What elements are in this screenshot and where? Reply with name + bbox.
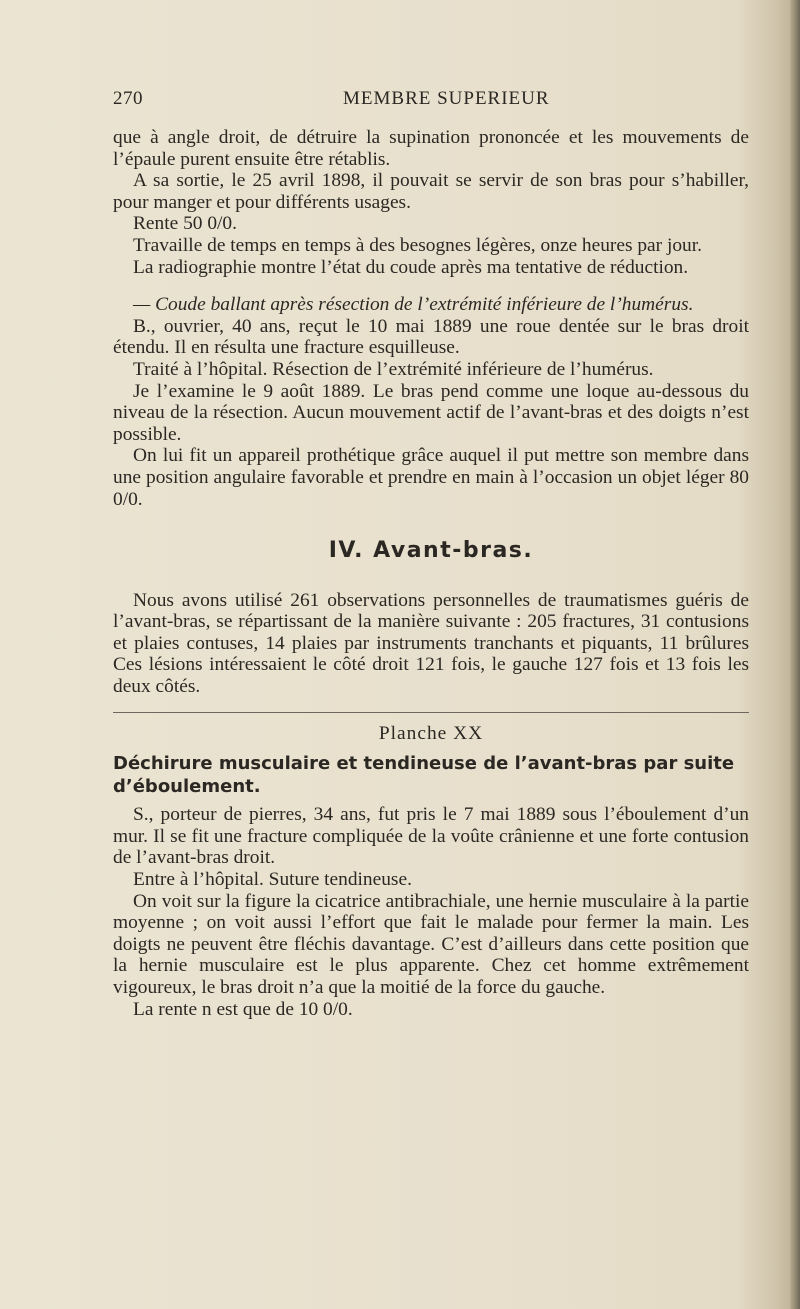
plate-label: Planche XX — [378, 722, 484, 744]
page-number: 270 — [113, 88, 143, 109]
page-edge — [790, 0, 800, 1309]
running-title: MEMBRE SUPERIEUR — [343, 88, 550, 109]
paragraph: Je l’examine le 9 août 1889. Le bras pend comme une loque au-dessous du niveau de la résection. Aucun mouvement actif de l’avant-bras et des doigts n’est possible. — [113, 380, 749, 445]
paragraph: On lui fit un appareil prothétique grâce auquel il put mettre son membre dans une position angulaire favorable et prendre en main à l’occasion un objet léger 80 0/0. — [113, 445, 749, 510]
paragraph: La rente n est que de 10 0/0. — [133, 998, 353, 1020]
page-header — [113, 88, 749, 114]
paragraph: B., ouvrier, 40 ans, reçut le 10 mai 1889 une roue dentée sur le bras droit étendu. Il en résulta une fracture esquilleuse. — [113, 315, 749, 359]
paragraph: que à angle droit, de détruire la supination prononcée et les mouvements de l’épaule purent ensuite être rétablis. — [113, 127, 749, 170]
divider — [113, 712, 749, 713]
plate-title: Déchirure musculaire et tendineuse de l’avant-bras par suite d’éboulement. — [113, 753, 735, 798]
page-body — [113, 127, 749, 1020]
case-subheading: — Coude ballant après résection de l’extrémité inférieure de l’humérus. — [133, 294, 694, 316]
paragraph: Rente 50 0/0. — [133, 213, 237, 235]
paragraph: On voit sur la figure la cicatrice antibrachiale, une hernie musculaire à la partie moyenne ; on voit aussi l’effort que fait le malade pour fermer la main. Les doigts ne peuvent être fléchis davantage. C’est d’ailleurs dans cette position que la hernie musculaire est le plus apparente. Chez cet homme extrêmement vigoureux, le bras droit n’a que la moitié de la force du gauche. — [113, 890, 749, 998]
paragraph: Nous avons utilisé 261 observations personnelles de traumatismes guéris de l’avant-bras, se répartissant de la manière suivante : 205 fractures, 31 contusions et plaies contuses, 14 plaies par instruments tranchants et piquants, 11 brûlures Ces lésions intéressaient le côté droit 121 fois, le gauche 127 fois et 13 fois les deux côtés. — [113, 589, 749, 698]
paragraph: Traité à l’hôpital. Résection de l’extrémité inférieure de l’humérus. — [133, 358, 654, 380]
paragraph: La radiographie montre l’état du coude après ma tentative de réduction. — [133, 256, 689, 278]
paragraph: Travaille de temps en temps à des besognes légères, onze heures par jour. — [133, 234, 702, 256]
paragraph: Entre à l’hôpital. Suture tendineuse. — [133, 869, 412, 891]
paragraph: S., porteur de pierres, 34 ans, fut pris le 7 mai 1889 sous l’éboulement d’un mur. Il se fit une fracture compliquée de la voûte crânienne et une forte contusion de l’avant-bras droit. — [113, 804, 749, 869]
section-heading: IV. Avant-bras. — [328, 538, 534, 564]
paragraph: A sa sortie, le 25 avril 1898, il pouvait se servir de son bras pour s’habiller, pour manger et pour différents usages. — [113, 170, 749, 213]
